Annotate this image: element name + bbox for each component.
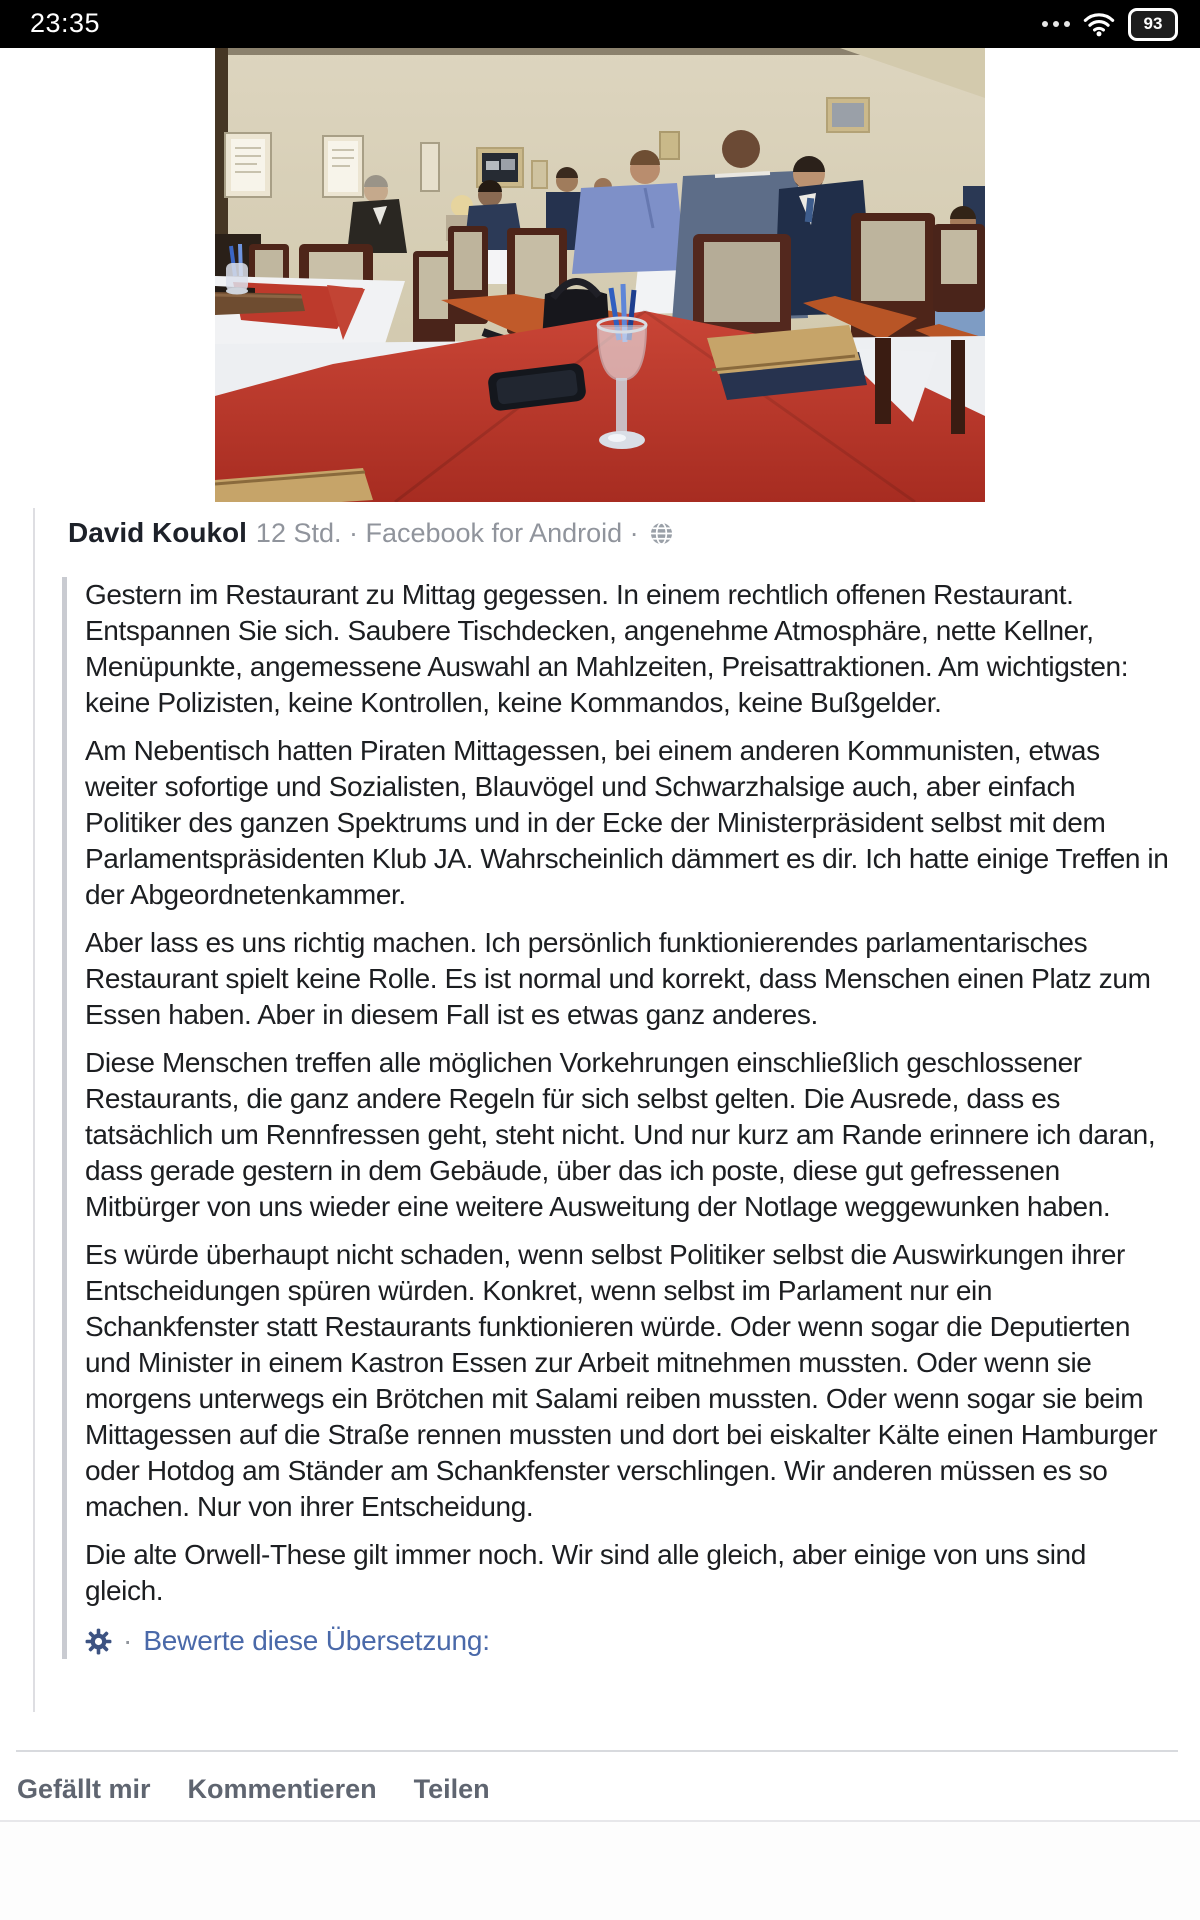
separator-dot: · (123, 1625, 133, 1656)
post-body (62, 577, 1170, 1659)
rate-translation-row (85, 1623, 1170, 1659)
gear-icon (85, 1628, 112, 1655)
post-paragraph: Die alte Orwell-These gilt immer noch. Wir sind alle gleich, aber einige von uns sind gleich. (85, 1539, 1086, 1606)
author-name[interactable]: David Koukol (68, 517, 247, 548)
post-meta: 12 Std. · Facebook for Android · (255, 517, 639, 548)
like-button[interactable]: Gefällt mir (17, 1774, 151, 1804)
battery-percent: 93 (1143, 14, 1163, 33)
globe-icon (650, 522, 673, 545)
rate-translation-link[interactable]: Bewerte diese Übersetzung: (143, 1625, 490, 1656)
divider (16, 1750, 1178, 1752)
wifi-icon (1083, 11, 1115, 37)
post-header (68, 517, 673, 549)
more-dots-icon (1042, 21, 1070, 27)
post-paragraph: Diese Menschen treffen alle möglichen Vorkehrungen einschließlich geschlossener Restaurants, die ganz andere Regeln für sich selbst gelten. Die Ausrede, dass es tatsächlich um Rennfressen geht, steht nicht. Und nur kurz am Rande erinnere ich daran, dass gerade gestern in dem Gebäude, über das ich poste, diese gut gefressenen Mitbürger von uns wieder eine weitere Ausweitung der Notlage weggewunken haben. (85, 1047, 1156, 1222)
share-button[interactable]: Teilen (413, 1774, 490, 1804)
post-paragraph: Gestern im Restaurant zu Mittag gegessen. In einem rechtlich offenen Restaurant. Entspannen Sie sich. Saubere Tischdecken, angenehme Atmosphäre, nette Kellner, Menüpunkte, angemessene Auswahl an Mahlzeiten, Preisattraktionen. Am wichtigsten: keine Polizisten, keine Kontrollen, keine Kommandos, keine Bußgelder. (85, 579, 1129, 718)
post-paragraph: Es würde überhaupt nicht schaden, wenn selbst Politiker selbst die Auswirkungen ihrer Entscheidungen spüren würden. Konkret, wenn selbst im Parlament nur ein Schankfenster statt Restaurants funktionieren würde. Oder wenn sogar die Deputierten und Minister in einem Kastron Essen zur Arbeit mitnehmen mussten. Oder wenn sie morgens unterwegs ein Brötchen mit Salami reiben mussten. Oder wenn sogar sie beim Mittagessen auf die Straße rennen mussten und dort bei eiskalter Kälte einen Hamburger oder Hotdog am Ständer am Schankfenster verschlingen. Wir anderen müssen es so machen. Nur von ihrer Entscheidung. (85, 1239, 1158, 1522)
comment-button[interactable]: Kommentieren (187, 1774, 377, 1804)
status-bar (0, 0, 1200, 48)
post-paragraph: Am Nebentisch hatten Piraten Mittagessen, bei einem anderen Kommunisten, etwas weiter sofortige und Sozialisten, Blauvögel und Schwarzhalsige auch, aber einfach Politiker des ganzen Spektrums und in der Ecke der Ministerpräsident selbst mit dem Parlamentspräsidenten Klub JA. Wahrscheinlich dämmert es dir. Ich hatte einige Treffen in der Abgeordnetenkammer. (85, 735, 1169, 910)
battery-icon (1128, 8, 1178, 41)
clock: 23:35 (30, 8, 101, 38)
post-paragraphs (85, 577, 1170, 1609)
post-paragraph: Aber lass es uns richtig machen. Ich persönlich funktionierendes parlamentarisches Restaurant spielt keine Rolle. Es ist normal und korrekt, dass Menschen einen Platz zum Essen haben. Aber in diesem Fall ist es etwas ganz anderes. (85, 927, 1151, 1030)
system-nav-bar (0, 1820, 1200, 1920)
action-bar (17, 1774, 490, 1805)
post-photo[interactable] (215, 48, 985, 502)
thread-line (33, 508, 35, 1712)
